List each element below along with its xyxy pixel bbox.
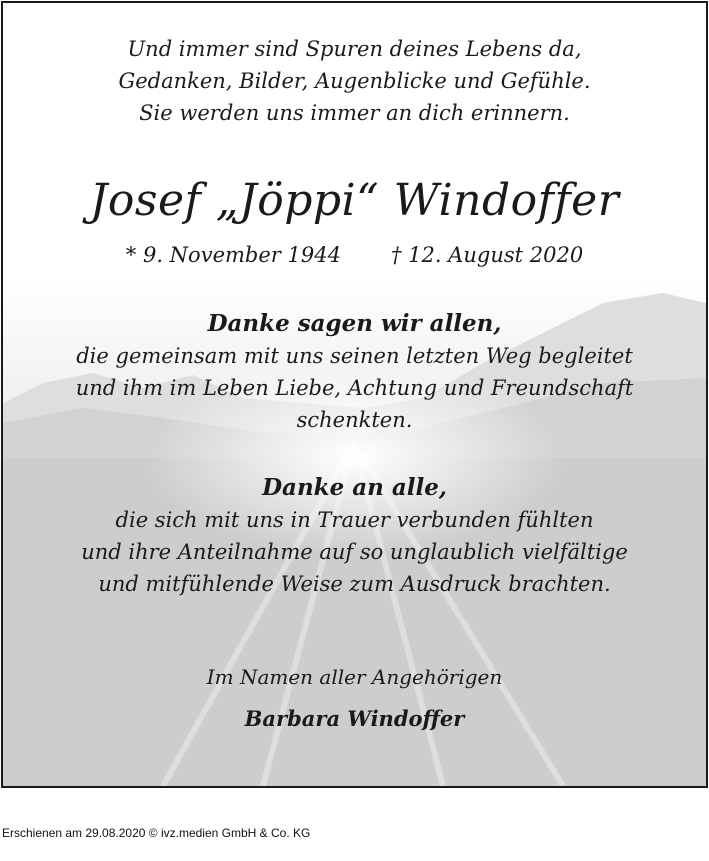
poem-line: Gedanken, Bilder, Augenblicke und Gefühle. — [118, 69, 591, 93]
notice-text — [3, 3, 706, 786]
publication-footer: Erschienen am 29.08.2020 © ivz.medien GmbH & Co. KG — [2, 826, 311, 840]
thanks-heading: Danke sagen wir allen, — [207, 310, 502, 337]
thanks-line: die sich mit uns in Trauer verbunden fühlten — [115, 508, 594, 532]
poem-line: Und immer sind Spuren deines Lebens da, — [127, 37, 582, 61]
thanks-line: die gemeinsam mit uns seinen letzten Weg begleitet — [76, 344, 633, 368]
thanks-heading: Danke an alle, — [262, 474, 447, 501]
death-date: † 12. August 2020 — [390, 243, 584, 267]
signature-intro: Im Namen aller Angehörigen — [206, 665, 503, 689]
thanks-line: und ihre Anteilnahme auf so unglaublich vielfältige — [81, 540, 628, 564]
obituary-notice — [1, 1, 708, 788]
signature-name: Barbara Windoffer — [244, 706, 465, 731]
birth-date: * 9. November 1944 — [125, 243, 341, 267]
thanks-line: und ihm im Leben Liebe, Achtung und Freundschaft — [75, 376, 634, 400]
poem-line: Sie werden uns immer an dich erinnern. — [139, 101, 570, 125]
deceased-name: Josef „Jöppi“ Windoffer — [89, 175, 620, 226]
thanks-line: schenkten. — [296, 408, 413, 432]
thanks-line: und mitfühlende Weise zum Ausdruck brachten. — [98, 572, 611, 596]
life-dates — [3, 243, 706, 267]
